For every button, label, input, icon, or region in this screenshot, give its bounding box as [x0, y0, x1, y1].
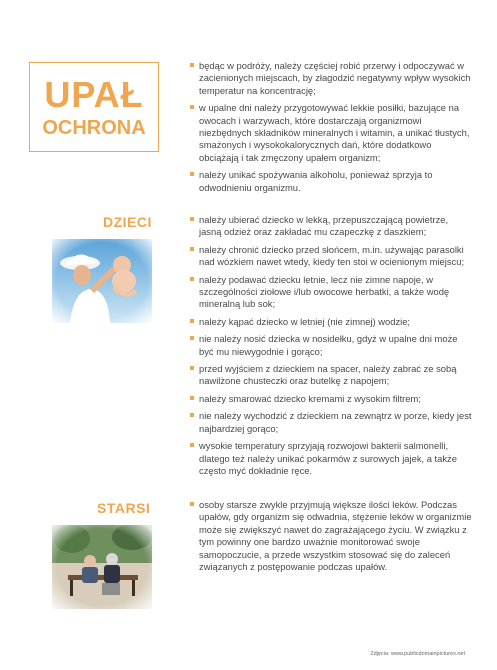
bullet-square-icon: [190, 336, 194, 340]
bullet-text: będąc w podróży, należy częściej robić przerwy i odpoczywać w zacienionych miejscach, by złagodzić negatywny wpływ wysokich temperatur na koncentrację;: [199, 60, 471, 96]
list-item: [190, 393, 472, 405]
seniors-heading: STARSI: [97, 500, 151, 516]
bullet-square-icon: [190, 63, 194, 67]
photo-credit: Zdjęcia: www.publicdomainpictures.net: [370, 651, 465, 657]
mother-child-illustration: [52, 239, 152, 323]
bullet-text: należy kąpać dziecko w letniej (nie zimnej) wodzie;: [199, 315, 411, 327]
bullet-text: należy podawać dziecku letnie, lecz nie zimne napoje, w szczególności ziołowe i/lub owocowe herbatki, a także wodę mineralną lub sok;: [199, 273, 450, 310]
title-box: [29, 62, 159, 152]
bullet-square-icon: [190, 319, 194, 323]
intro-bullet-list: [190, 60, 472, 199]
bullet-square-icon: [190, 105, 194, 109]
list-item: [190, 316, 472, 328]
list-item: [190, 244, 472, 269]
seniors-photo: [52, 525, 152, 609]
list-item: [190, 410, 472, 435]
bullet-square-icon: [190, 217, 194, 221]
title-sub: OCHRONA: [42, 117, 146, 139]
list-item: [190, 102, 472, 164]
bullet-square-icon: [190, 396, 194, 400]
list-item: [190, 214, 472, 239]
list-item: [190, 169, 472, 194]
bullet-text: w upalne dni należy przygotowywać lekkie posiłki, bazujące na owocach i warzywach, które dostarczają organizmowi niezbędnych składników mineralnych i witamin, a unikać tłustych, smażonych i wysokokalorycznych dań, które dodatkowo obciążają i tak zmęczony upałem organizm;: [199, 102, 470, 163]
bullet-text: przed wyjściem z dzieckiem na spacer, należy zabrać ze sobą nawilżone chusteczki oraz butelkę z napojem;: [199, 363, 457, 387]
bullet-text: nie należy nosić dziecka w nosidełku, gdyż w upalne dni może być mu niewygodnie i gorąco;: [199, 333, 458, 357]
list-item: [190, 333, 472, 358]
bullet-square-icon: [190, 172, 194, 176]
seniors-bullet-list: [190, 499, 472, 578]
bullet-text: należy chronić dziecko przed słońcem, m.in. używając parasolki nad wózkiem nawet wtedy, kiedy ten stoi w ocienionym miejscu;: [199, 243, 465, 268]
list-item: [190, 499, 472, 573]
children-heading: DZIECI: [103, 214, 152, 230]
mother-child-photo: [52, 239, 152, 323]
list-item: [190, 363, 472, 388]
bullet-square-icon: [190, 413, 194, 417]
list-item: [190, 60, 472, 97]
list-item: [190, 274, 472, 311]
children-bullet-list: [190, 214, 472, 482]
bullet-text: wysokie temperatury sprzyjają rozwojowi bakterii salmonelli, dlatego też należy unikać pokarmów z surowych jajek, a także często myć dokładnie ręce.: [199, 440, 457, 476]
bullet-square-icon: [190, 277, 194, 281]
bullet-text: osoby starsze zwykle przyjmują większe ilości leków. Podczas upałów, gdy organizm się odwadnia, stężenie leków w organizmie może się zwiększyć nawet do zagrażającego życiu. W związku z tym powinny one bardzo uważnie monitorować swoje samopoczucie, a przede wszystkim stosować się do zaleceń związanych z postępowanie podczas upałów.: [199, 499, 472, 573]
bullet-text: należy smarować dziecko kremami z wysokim filtrem;: [199, 392, 421, 404]
bullet-square-icon: [190, 366, 194, 370]
seniors-illustration: [52, 525, 152, 609]
list-item: [190, 440, 472, 477]
bullet-square-icon: [190, 502, 194, 506]
title-main: UPAŁ: [44, 74, 144, 115]
bullet-square-icon: [190, 247, 194, 251]
bullet-text: nie należy wychodzić z dzieckiem na zewnątrz w porze, kiedy jest najbardziej gorąco;: [199, 410, 472, 434]
bullet-text: należy unikać spożywania alkoholu, ponieważ sprzyja to odwodnieniu organizmu.: [199, 169, 433, 193]
bullet-text: należy ubierać dziecko w lekką, przepuszczającą powietrze, jasną odzież oraz zakładać mu czapeczkę z daszkiem;: [199, 214, 449, 238]
bullet-square-icon: [190, 443, 194, 447]
